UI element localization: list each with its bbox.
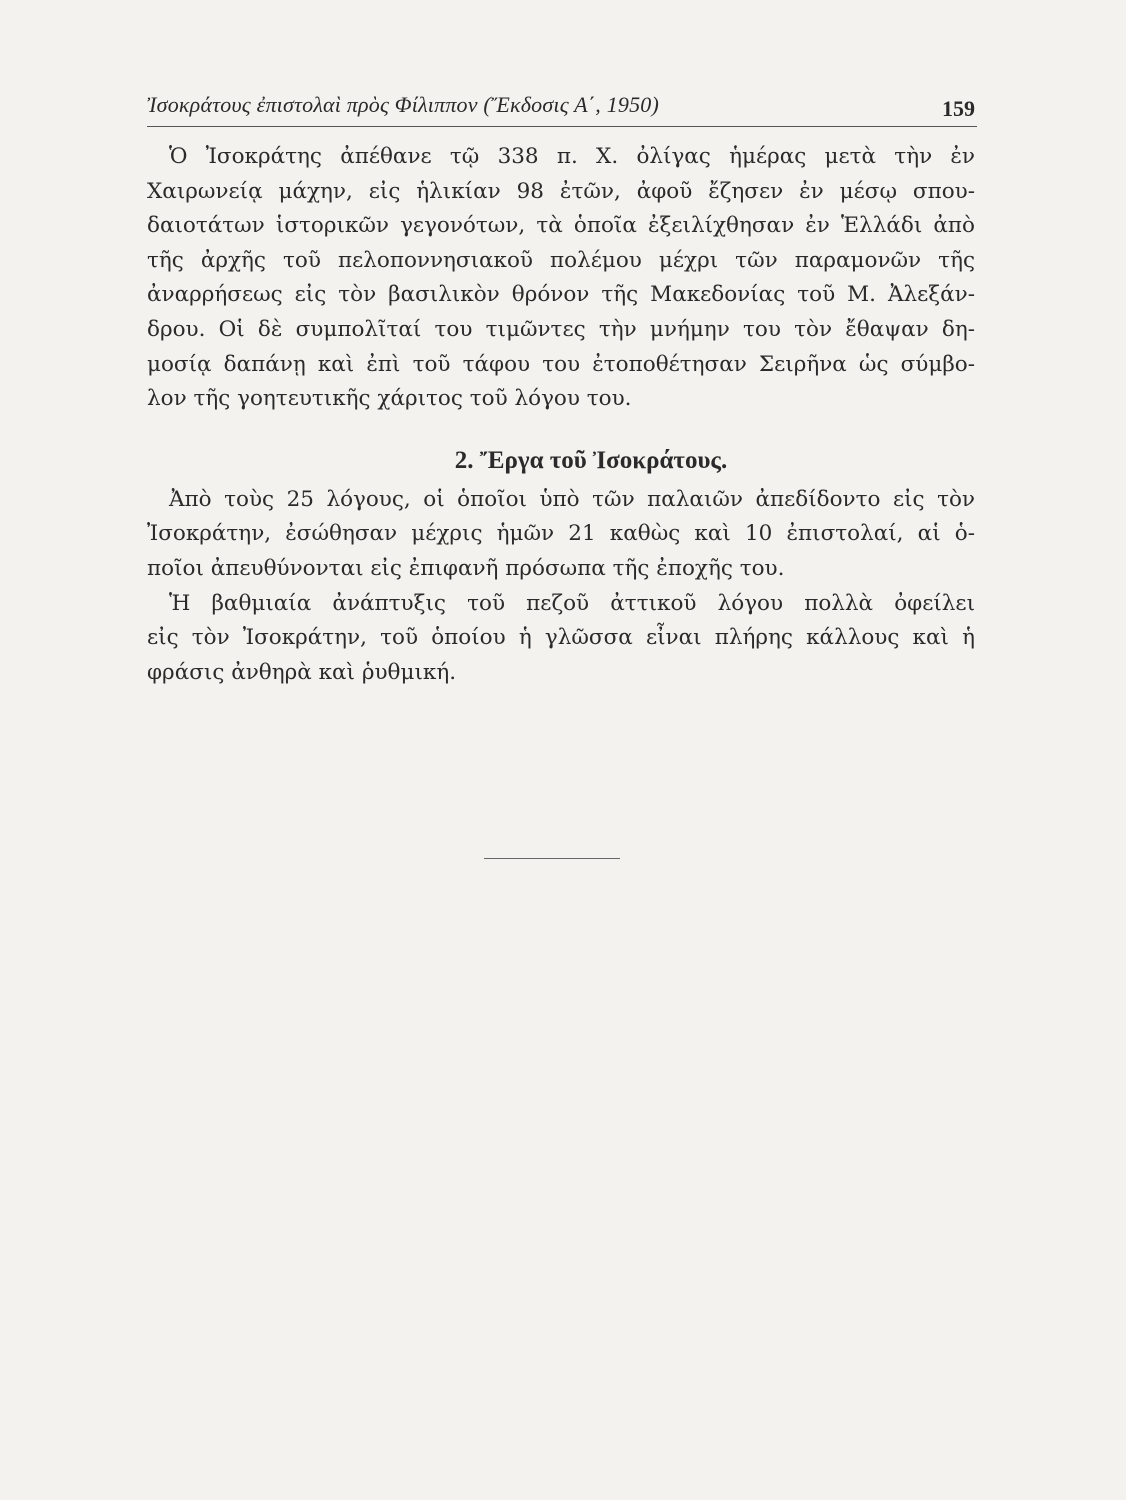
text-line: φράσις ἀνθηρὰ καὶ ῥυθμική. — [147, 659, 457, 685]
section-heading: 2. Ἔργα τοῦ Ἰσοκράτους. — [454, 446, 728, 474]
text-line: λον τῆς γοητευτικῆς χάριτος τοῦ λόγου του. — [147, 386, 632, 412]
text-line: δαιοτάτων ἱστορικῶν γεγονότων, τὰ ὁποῖα ἐξειλίχθησαν ἐν Ἑλλάδι ἀπὸ — [147, 213, 975, 239]
section-end-rule — [484, 858, 620, 859]
text-line: δρου. Οἱ δὲ συμπολῖταί του τιμῶντες τὴν μνήμην του τὸν ἔθαψαν δη- — [147, 316, 975, 342]
text-line: Ἀπὸ τοὺς 25 λόγους, οἱ ὁποῖοι ὑπὸ τῶν παλαιῶν ἀπεδίδοντο εἰς τὸν — [169, 486, 975, 512]
body-text — [147, 140, 975, 690]
text-line: Ἰσοκράτην, ἐσώθησαν μέχρις ἡμῶν 21 καθὼς καὶ 10 ἐπιστολαί, αἱ ὁ- — [147, 521, 975, 547]
running-header — [147, 92, 977, 126]
text-line: Χαιρωνείᾳ μάχην, εἰς ἡλικίαν 98 ἐτῶν, ἀφοῦ ἔζησεν ἐν μέσῳ σπου- — [147, 178, 975, 204]
text-line: τῆς ἀρχῆς τοῦ πελοποννησιακοῦ πολέμου μέχρι τῶν παραμονῶν τῆς — [147, 247, 975, 273]
text-line: Ἡ βαθμιαία ἀνάπτυξις τοῦ πεζοῦ ἀττικοῦ λόγου πολλὰ ὀφείλει — [169, 590, 975, 616]
header-rule — [147, 126, 977, 127]
text-line: Ὁ Ἰσοκράτης ἀπέθανε τῷ 338 π. Χ. ὀλίγας ἡμέρας μετὰ τὴν ἐν — [169, 144, 975, 169]
running-header-title: Ἰσοκράτους ἐπιστολαὶ πρὸς Φίλιππον (Ἔκδοσις Α΄, 1950) — [147, 92, 660, 117]
paragraph-isocrates-death — [147, 140, 975, 417]
paragraph-works — [147, 483, 975, 587]
paragraph-style — [147, 587, 975, 691]
text-line: μοσίᾳ δαπάνῃ καὶ ἐπὶ τοῦ τάφου του ἐτοποθέτησαν Σειρῆνα ὡς σύμβο- — [147, 351, 975, 377]
text-line: εἰς τὸν Ἰσοκράτην, τοῦ ὁποίου ἡ γλῶσσα εἶναι πλήρης κάλλους καὶ ἡ — [147, 625, 975, 651]
text-line: ἀναρρήσεως εἰς τὸν βασιλικὸν θρόνον τῆς Μακεδονίας τοῦ Μ. Ἀλεξάν- — [147, 282, 975, 308]
text-line: ποῖοι ἀπευθύνονται εἰς ἐπιφανῆ πρόσωπα τῆς ἐποχῆς του. — [147, 555, 785, 581]
page-number: 159 — [942, 96, 975, 121]
